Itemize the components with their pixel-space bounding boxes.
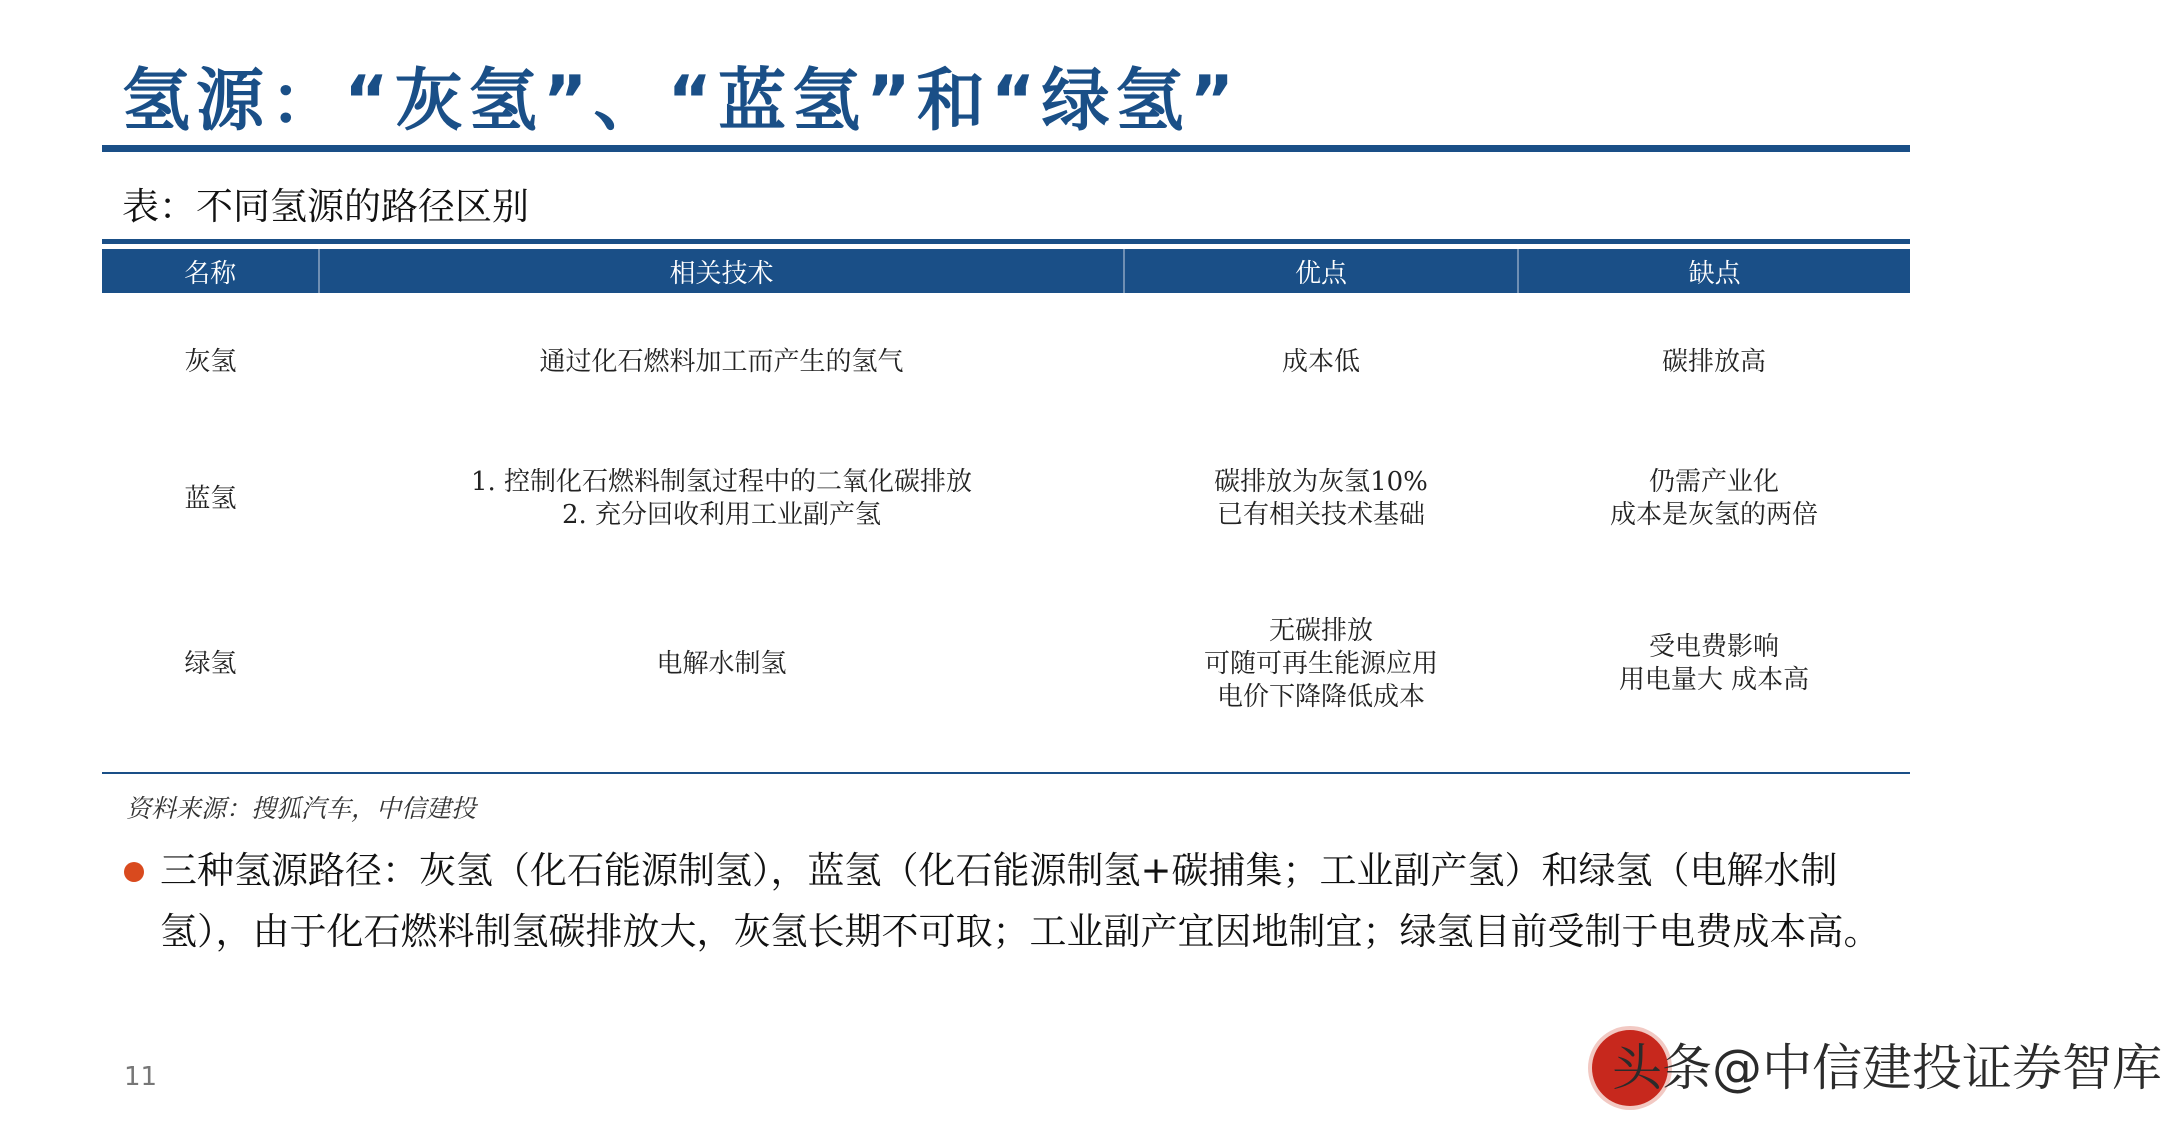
- header-cons: 缺点: [1517, 249, 1910, 293]
- bullet-text: 三种氢源路径：灰氢（化石能源制氢），蓝氢（化石能源制氢+碳捕集；工业副产氢）和绿氢（电解水制氢），由于化石燃料制氢碳排放大，灰氢长期不可取；工业副产宜因地制宜；绿氢目前受制于电费成本高。: [160, 849, 1881, 953]
- slide-title: 氢源：“灰氢”、“蓝氢”和“绿氢”: [122, 62, 1241, 141]
- cell-cons: 受电费影响 用电量大 成本高: [1618, 632, 1810, 695]
- cell-cons: 仍需产业化 成本是灰氢的两倍: [1609, 467, 1818, 530]
- cell-tech: 电解水制氢: [656, 648, 787, 679]
- cell-tech: 通过化石燃料加工而产生的氢气: [539, 347, 904, 377]
- cell-tech: 1. 控制化石燃料制氢过程中的二氧化碳排放 2. 充分回收利用工业副产氢: [470, 467, 973, 530]
- page-number: 11: [124, 1062, 158, 1092]
- cell-pros: 成本低: [1281, 347, 1360, 377]
- cell-name: 绿氢: [184, 648, 237, 679]
- table-row: [102, 568, 1910, 760]
- table-row: [102, 430, 1910, 568]
- title-divider: [102, 145, 1910, 152]
- table-bottom-rule: [102, 772, 1910, 774]
- cell-name: 灰氢: [184, 347, 237, 377]
- cell-cons: 碳排放高: [1661, 347, 1766, 377]
- cell-pros: 无碳排放 可随可再生能源应用 电价下降降低成本: [1203, 615, 1438, 712]
- header-tech: 相关技术: [318, 249, 1122, 293]
- table-body: [102, 295, 1910, 760]
- table-header: [102, 249, 1910, 293]
- cell-name: 蓝氢: [184, 483, 237, 514]
- header-pros: 优点: [1123, 249, 1518, 293]
- table-caption: 表：不同氢源的路径区别: [122, 185, 529, 228]
- cell-pros: 碳排放为灰氢10% 已有相关技术基础: [1214, 467, 1428, 530]
- bullet-dot-icon: [124, 862, 144, 882]
- watermark-text: 头条@中信建投证券智库: [1612, 1039, 2162, 1097]
- table-row: [102, 295, 1910, 430]
- table-top-rule: [102, 239, 1910, 244]
- header-name: 名称: [184, 258, 237, 289]
- source-note: 资料来源：搜狐汽车，中信建投: [126, 794, 477, 823]
